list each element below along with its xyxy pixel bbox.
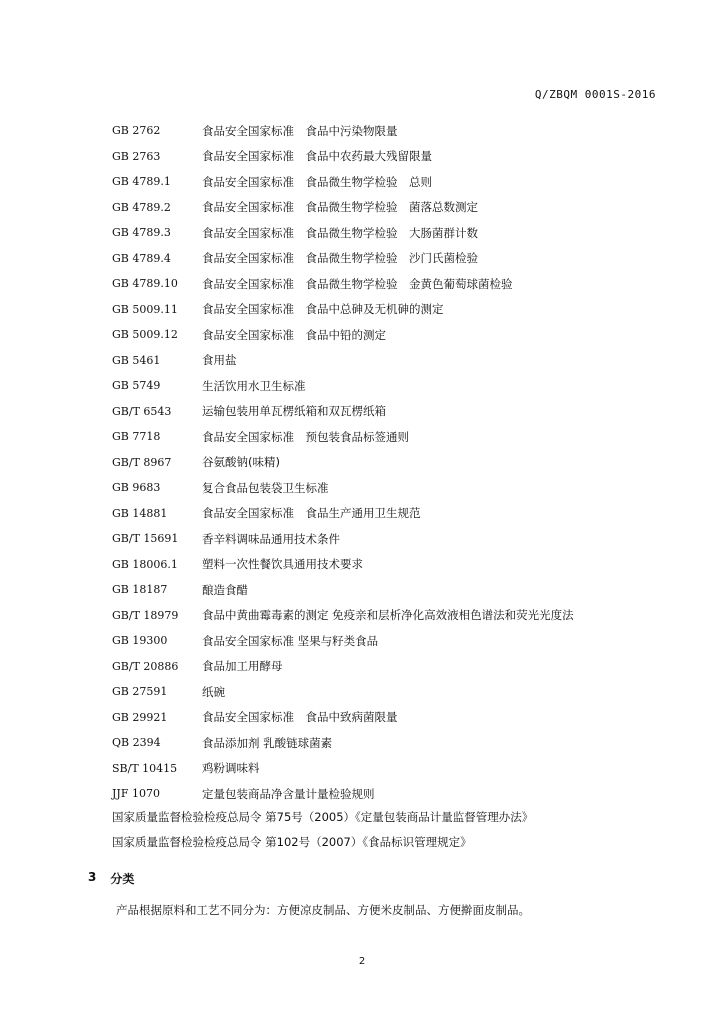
reference-title: 香辛料调味品通用技术条件 [202,531,340,546]
reference-code: GB 4789.10 [112,277,178,291]
reference-row [112,654,672,680]
normative-reference-list [112,118,672,807]
reference-code: GB 2763 [112,149,161,163]
reference-row [112,730,672,756]
reference-code: GB 5009.11 [112,302,178,316]
reference-code: GB/T 15691 [112,532,179,546]
reference-code: GB 5461 [112,353,161,367]
reference-title: 食品安全国家标准 食品中致病菌限量 [202,710,398,725]
reference-title: 运输包装用单瓦楞纸箱和双瓦楞纸箱 [202,404,386,419]
reference-row [112,756,672,782]
reference-row [112,399,672,425]
reference-title: 食品安全国家标准 食品微生物学检验 总则 [202,174,432,189]
reference-title: 食品安全国家标准 食品微生物学检验 菌落总数测定 [202,200,478,215]
reference-code: GB 4789.4 [112,251,171,265]
reference-code: GB 5009.12 [112,328,178,342]
decree-list [112,804,672,855]
reference-row [112,169,672,195]
reference-code: GB/T 20886 [112,659,179,673]
reference-title: 食品安全国家标准 食品中污染物限量 [202,123,398,138]
reference-code: GB 2762 [112,124,161,138]
reference-title: 塑料一次性餐饮具通用技术要求 [202,557,363,572]
reference-row [112,348,672,374]
reference-code: GB/T 18979 [112,608,179,622]
reference-title: 食品安全国家标准 食品中铅的测定 [202,327,386,342]
reference-title: 食用盐 [202,353,237,368]
reference-code: GB 4789.3 [112,226,171,240]
reference-row [112,781,672,807]
reference-code: GB 9683 [112,481,161,495]
reference-row [112,526,672,552]
reference-code: GB 7718 [112,430,161,444]
reference-row [112,220,672,246]
reference-row [112,450,672,476]
reference-code: GB 18006.1 [112,557,178,571]
reference-code: GB 19300 [112,634,168,648]
reference-code: GB 5749 [112,379,161,393]
decree-item: 国家质量监督检验检疫总局令 第75号（2005）《定量包装商品计量监督管理办法》 [112,809,534,824]
reference-row [112,679,672,705]
reference-row [112,628,672,654]
reference-row [112,475,672,501]
reference-row [112,552,672,578]
reference-title: 食品添加剂 乳酸链球菌素 [202,735,333,750]
reference-code: GB 18187 [112,583,168,597]
reference-title: 鸡粉调味料 [202,761,260,776]
reference-row [112,322,672,348]
reference-code: GB 4789.2 [112,200,171,214]
reference-code: GB/T 6543 [112,404,172,418]
reference-row [112,501,672,527]
reference-row [112,424,672,450]
reference-title: 食品安全国家标准 预包装食品标签通则 [202,429,409,444]
reference-row [112,271,672,297]
reference-title: 纸碗 [202,684,225,699]
reference-row [112,297,672,323]
reference-code: GB/T 8967 [112,455,172,469]
reference-title: 食品安全国家标准 食品生产通用卫生规范 [202,506,421,521]
reference-title: 复合食品包装袋卫生标准 [202,480,329,495]
reference-title: 酿造食醋 [202,582,248,597]
reference-code: GB 27591 [112,685,168,699]
document-code: Q/ZBQM 0001S-2016 [534,88,656,101]
reference-code: GB 29921 [112,710,168,724]
reference-title: 食品安全国家标准 食品微生物学检验 沙门氏菌检验 [202,251,478,266]
reference-title: 生活饮用水卫生标准 [202,378,306,393]
reference-title: 食品加工用酵母 [202,659,283,674]
reference-title: 食品安全国家标准 食品中总砷及无机砷的测定 [202,302,444,317]
reference-row [112,577,672,603]
reference-title: 谷氨酸钠(味精) [202,455,280,470]
reference-title: 定量包装商品净含量计量检验规则 [202,786,375,801]
reference-row [112,246,672,272]
reference-row [112,118,672,144]
reference-row [112,603,672,629]
reference-title: 食品安全国家标准 食品中农药最大残留限量 [202,149,432,164]
reference-row [112,705,672,731]
reference-code: SB/T 10415 [112,761,178,775]
reference-row [112,144,672,170]
reference-code: QB 2394 [112,736,161,750]
section-heading [88,870,134,887]
reference-code: GB 4789.1 [112,175,171,189]
reference-row [112,195,672,221]
reference-title: 食品安全国家标准 食品微生物学检验 大肠菌群计数 [202,225,478,240]
decree-item: 国家质量监督检验检疫总局令 第102号（2007）《食品标识管理规定》 [112,835,472,850]
section-title: 分类 [110,872,135,886]
reference-title: 食品中黄曲霉毒素的测定 免疫亲和层析净化高效液相色谱法和荧光光度法 [202,608,574,623]
reference-code: JJF 1070 [112,787,160,801]
reference-title: 食品安全国家标准 坚果与籽类食品 [202,633,379,648]
section-number: 3 [88,870,97,884]
section-body-text: 产品根据原料和工艺不同分为：方便凉皮制品、方便米皮制品、方便擀面皮制品。 [116,903,530,917]
reference-title: 食品安全国家标准 食品微生物学检验 金黄色葡萄球菌检验 [202,276,513,291]
reference-row [112,373,672,399]
reference-code: GB 14881 [112,506,168,520]
page-number: 2 [358,956,366,967]
